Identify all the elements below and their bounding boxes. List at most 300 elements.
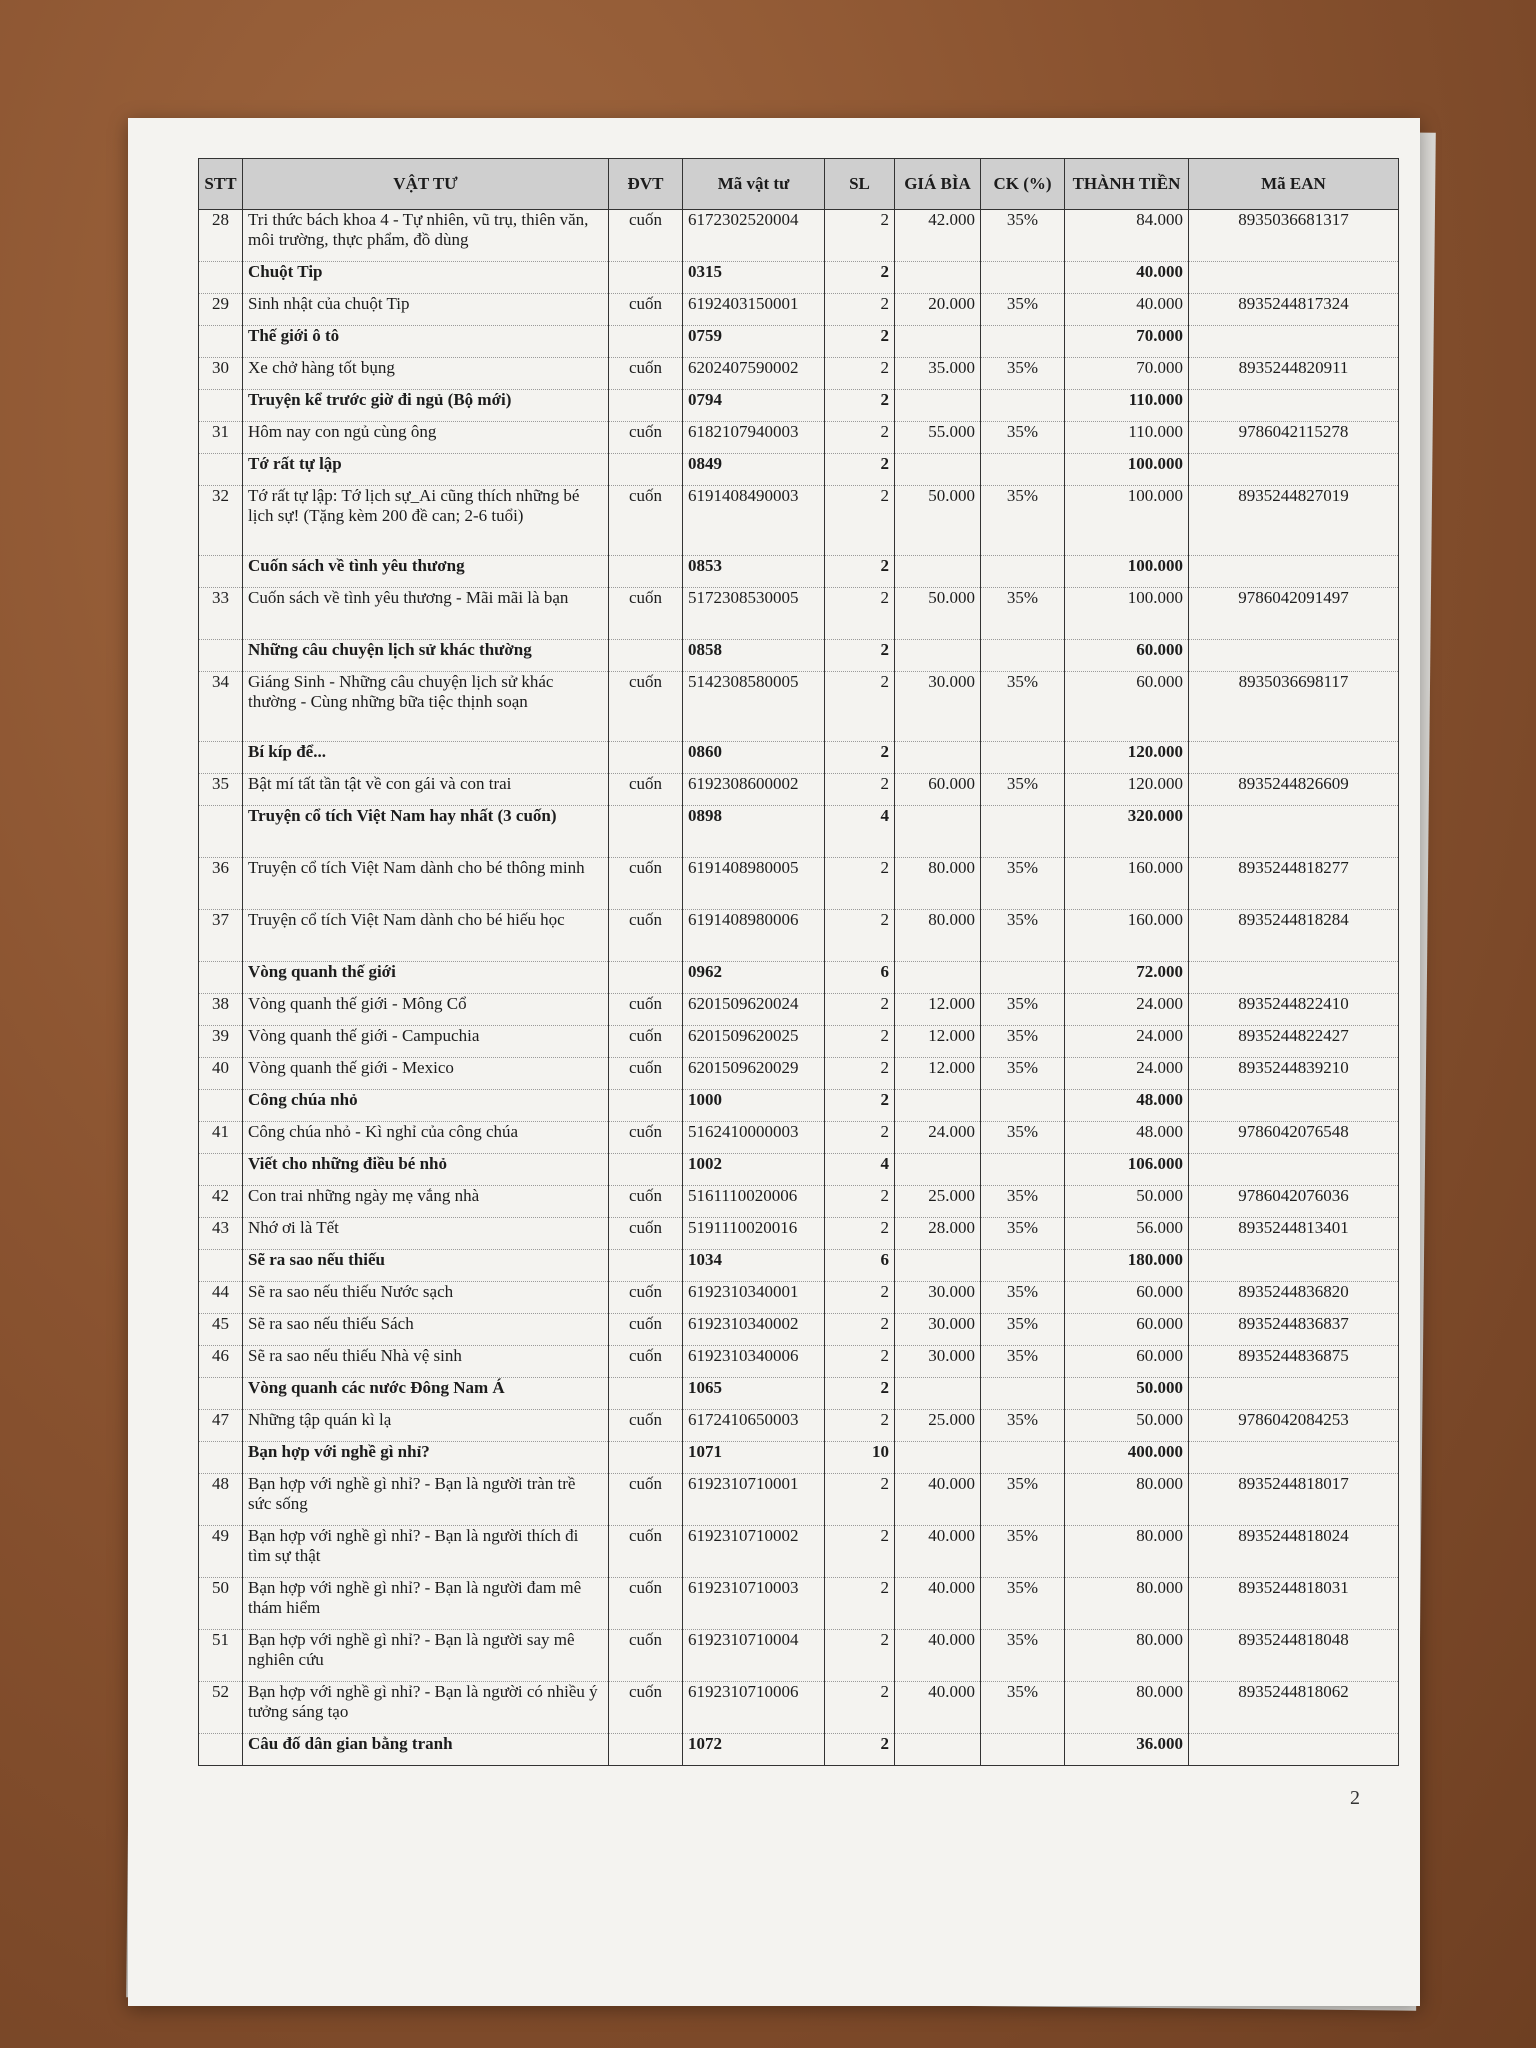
row-qty: 2: [825, 910, 895, 962]
row-unit: [609, 806, 683, 858]
group-row: [199, 1442, 1399, 1474]
row-ean: 9786042084253: [1189, 1410, 1399, 1442]
row-ean: 8935244818062: [1189, 1682, 1399, 1734]
group-row: [199, 1154, 1399, 1186]
row-ean: 8935244822410: [1189, 994, 1399, 1026]
row-stt: [199, 1090, 243, 1122]
row-price: 40.000: [895, 1630, 981, 1682]
row-price: 28.000: [895, 1218, 981, 1250]
row-discount: [981, 806, 1065, 858]
row-price: 25.000: [895, 1186, 981, 1218]
row-name: Bạn hợp với nghề gì nhỉ? - Bạn là người thích đi tìm sự thật: [243, 1526, 609, 1578]
row-discount: 35%: [981, 294, 1065, 326]
row-unit: [609, 1250, 683, 1282]
header-code: Mã vật tư: [683, 159, 825, 210]
row-unit: cuốn: [609, 1578, 683, 1630]
group-row: [199, 1250, 1399, 1282]
row-name: Truyện cổ tích Việt Nam dành cho bé thông minh: [243, 858, 609, 910]
row-ean: 8935244818017: [1189, 1474, 1399, 1526]
table-row: [199, 1026, 1399, 1058]
row-qty: 2: [825, 1526, 895, 1578]
row-total: 72.000: [1065, 962, 1189, 994]
row-ean: 8935244827019: [1189, 486, 1399, 556]
row-code: 1000: [683, 1090, 825, 1122]
row-qty: 2: [825, 1630, 895, 1682]
row-unit: cuốn: [609, 774, 683, 806]
row-ean: 8935244818024: [1189, 1526, 1399, 1578]
row-discount: 35%: [981, 1058, 1065, 1090]
row-discount: [981, 262, 1065, 294]
header-qty: SL: [825, 159, 895, 210]
row-qty: 2: [825, 1734, 895, 1766]
row-ean: 8935244818031: [1189, 1578, 1399, 1630]
row-ean: 8935244836837: [1189, 1314, 1399, 1346]
table-row: [199, 1314, 1399, 1346]
row-code: 0962: [683, 962, 825, 994]
row-total: 60.000: [1065, 640, 1189, 672]
row-unit: [609, 454, 683, 486]
row-ean: 9786042076036: [1189, 1186, 1399, 1218]
row-name: Tri thức bách khoa 4 - Tự nhiên, vũ trụ, thiên văn, môi trường, thực phẩm, đồ dùng: [243, 210, 609, 262]
row-name: Bí kíp để...: [243, 742, 609, 774]
row-stt: 50: [199, 1578, 243, 1630]
row-name: Truyện cổ tích Việt Nam hay nhất (3 cuốn): [243, 806, 609, 858]
row-stt: 45: [199, 1314, 243, 1346]
row-qty: 2: [825, 588, 895, 640]
row-unit: cuốn: [609, 1474, 683, 1526]
row-total: 100.000: [1065, 556, 1189, 588]
row-name: Xe chở hàng tốt bụng: [243, 358, 609, 390]
row-ean: [1189, 1378, 1399, 1410]
row-total: 80.000: [1065, 1682, 1189, 1734]
table-row: [199, 910, 1399, 962]
row-name: Hôm nay con ngủ cùng ông: [243, 422, 609, 454]
row-unit: [609, 326, 683, 358]
row-ean: [1189, 640, 1399, 672]
row-price: 30.000: [895, 1282, 981, 1314]
row-total: 40.000: [1065, 262, 1189, 294]
row-discount: [981, 1250, 1065, 1282]
table-row: [199, 1186, 1399, 1218]
row-discount: 35%: [981, 1630, 1065, 1682]
row-stt: [199, 640, 243, 672]
row-stt: [199, 806, 243, 858]
row-name: Công chúa nhỏ - Kì nghỉ của công chúa: [243, 1122, 609, 1154]
row-total: 100.000: [1065, 486, 1189, 556]
row-total: 70.000: [1065, 358, 1189, 390]
row-code: 0853: [683, 556, 825, 588]
row-unit: cuốn: [609, 672, 683, 742]
row-discount: 35%: [981, 1314, 1065, 1346]
row-code: 6191408980006: [683, 910, 825, 962]
header-stt: STT: [199, 159, 243, 210]
row-total: 120.000: [1065, 742, 1189, 774]
row-unit: [609, 1442, 683, 1474]
row-ean: 8935244836820: [1189, 1282, 1399, 1314]
row-stt: [199, 1734, 243, 1766]
row-discount: 35%: [981, 994, 1065, 1026]
row-total: 40.000: [1065, 294, 1189, 326]
table-row: [199, 294, 1399, 326]
group-row: [199, 640, 1399, 672]
row-total: 80.000: [1065, 1474, 1189, 1526]
row-total: 56.000: [1065, 1218, 1189, 1250]
row-price: [895, 326, 981, 358]
row-stt: 49: [199, 1526, 243, 1578]
row-stt: 44: [199, 1282, 243, 1314]
row-qty: 2: [825, 1346, 895, 1378]
row-unit: cuốn: [609, 858, 683, 910]
row-ean: 8935244813401: [1189, 1218, 1399, 1250]
row-unit: [609, 1090, 683, 1122]
row-price: 55.000: [895, 422, 981, 454]
row-total: 70.000: [1065, 326, 1189, 358]
row-name: Vòng quanh thế giới - Mexico: [243, 1058, 609, 1090]
row-ean: [1189, 806, 1399, 858]
row-price: 25.000: [895, 1410, 981, 1442]
table-row: [199, 1578, 1399, 1630]
row-qty: 6: [825, 962, 895, 994]
row-name: Những tập quán kì lạ: [243, 1410, 609, 1442]
row-code: 6192310710006: [683, 1682, 825, 1734]
row-name: Bạn hợp với nghề gì nhỉ? - Bạn là người có nhiều ý tưởng sáng tạo: [243, 1682, 609, 1734]
row-discount: [981, 326, 1065, 358]
row-total: 80.000: [1065, 1578, 1189, 1630]
table-row: [199, 1346, 1399, 1378]
row-unit: [609, 1734, 683, 1766]
row-total: 60.000: [1065, 1346, 1189, 1378]
row-stt: 42: [199, 1186, 243, 1218]
row-stt: 32: [199, 486, 243, 556]
row-name: Giáng Sinh - Những câu chuyện lịch sử khác thường - Cùng những bữa tiệc thịnh soạn: [243, 672, 609, 742]
row-price: [895, 1442, 981, 1474]
row-unit: [609, 1378, 683, 1410]
row-qty: 2: [825, 556, 895, 588]
row-discount: 35%: [981, 588, 1065, 640]
row-name: Sẽ ra sao nếu thiếu Sách: [243, 1314, 609, 1346]
row-discount: 35%: [981, 1026, 1065, 1058]
row-code: 0315: [683, 262, 825, 294]
row-price: [895, 390, 981, 422]
row-total: 110.000: [1065, 422, 1189, 454]
row-price: 30.000: [895, 672, 981, 742]
row-price: 80.000: [895, 910, 981, 962]
row-code: 1072: [683, 1734, 825, 1766]
row-discount: 35%: [981, 422, 1065, 454]
row-stt: 33: [199, 588, 243, 640]
row-name: Vòng quanh thế giới - Campuchia: [243, 1026, 609, 1058]
row-unit: [609, 390, 683, 422]
row-price: [895, 962, 981, 994]
row-total: 60.000: [1065, 1282, 1189, 1314]
row-total: 160.000: [1065, 910, 1189, 962]
row-total: 24.000: [1065, 1058, 1189, 1090]
row-qty: 2: [825, 1026, 895, 1058]
header-price: GIÁ BÌA: [895, 159, 981, 210]
row-total: 84.000: [1065, 210, 1189, 262]
table-row: [199, 486, 1399, 556]
row-ean: 8935244839210: [1189, 1058, 1399, 1090]
row-qty: 2: [825, 422, 895, 454]
row-stt: 35: [199, 774, 243, 806]
row-price: 40.000: [895, 1526, 981, 1578]
header-unit: ĐVT: [609, 159, 683, 210]
row-qty: 2: [825, 358, 895, 390]
row-ean: 8935244818048: [1189, 1630, 1399, 1682]
table-row: [199, 672, 1399, 742]
row-total: 50.000: [1065, 1378, 1189, 1410]
row-stt: 39: [199, 1026, 243, 1058]
row-name: Vòng quanh thế giới: [243, 962, 609, 994]
row-price: [895, 1378, 981, 1410]
row-name: Sẽ ra sao nếu thiếu: [243, 1250, 609, 1282]
row-code: 6192310340006: [683, 1346, 825, 1378]
row-price: [895, 1250, 981, 1282]
row-discount: [981, 1090, 1065, 1122]
row-name: Cuốn sách về tình yêu thương - Mãi mãi là bạn: [243, 588, 609, 640]
row-discount: 35%: [981, 1186, 1065, 1218]
row-discount: 35%: [981, 1122, 1065, 1154]
row-unit: cuốn: [609, 1630, 683, 1682]
row-name: Những câu chuyện lịch sử khác thường: [243, 640, 609, 672]
document-page: [128, 118, 1420, 2006]
row-qty: 2: [825, 1090, 895, 1122]
row-total: 50.000: [1065, 1186, 1189, 1218]
row-discount: 35%: [981, 1410, 1065, 1442]
row-stt: [199, 1442, 243, 1474]
row-qty: 6: [825, 1250, 895, 1282]
row-code: 6192310710004: [683, 1630, 825, 1682]
row-total: 80.000: [1065, 1630, 1189, 1682]
row-stt: 52: [199, 1682, 243, 1734]
page-number: 2: [1350, 1787, 1360, 1809]
group-row: [199, 262, 1399, 294]
row-stt: 31: [199, 422, 243, 454]
row-code: 6182107940003: [683, 422, 825, 454]
row-discount: [981, 556, 1065, 588]
row-qty: 2: [825, 1410, 895, 1442]
row-unit: cuốn: [609, 210, 683, 262]
row-stt: [199, 1250, 243, 1282]
row-price: [895, 454, 981, 486]
row-code: 6192308600002: [683, 774, 825, 806]
row-unit: cuốn: [609, 1314, 683, 1346]
row-unit: [609, 556, 683, 588]
row-discount: 35%: [981, 774, 1065, 806]
row-code: 0860: [683, 742, 825, 774]
row-unit: cuốn: [609, 1122, 683, 1154]
group-row: [199, 806, 1399, 858]
row-code: 1065: [683, 1378, 825, 1410]
row-name: Tớ rất tự lập: [243, 454, 609, 486]
group-row: [199, 326, 1399, 358]
row-price: 42.000: [895, 210, 981, 262]
row-price: 30.000: [895, 1346, 981, 1378]
row-ean: [1189, 326, 1399, 358]
row-name: Sẽ ra sao nếu thiếu Nước sạch: [243, 1282, 609, 1314]
row-price: [895, 806, 981, 858]
row-code: 6192310710002: [683, 1526, 825, 1578]
row-code: 6202407590002: [683, 358, 825, 390]
row-ean: [1189, 962, 1399, 994]
row-stt: [199, 262, 243, 294]
row-code: 0794: [683, 390, 825, 422]
row-qty: 2: [825, 1122, 895, 1154]
row-qty: 2: [825, 1186, 895, 1218]
row-total: 24.000: [1065, 994, 1189, 1026]
row-discount: [981, 1734, 1065, 1766]
row-discount: [981, 390, 1065, 422]
header-name: VẬT TƯ: [243, 159, 609, 210]
row-unit: cuốn: [609, 422, 683, 454]
row-qty: 2: [825, 1682, 895, 1734]
row-unit: cuốn: [609, 1026, 683, 1058]
row-ean: 8935036681317: [1189, 210, 1399, 262]
row-unit: [609, 742, 683, 774]
row-price: 12.000: [895, 1026, 981, 1058]
row-unit: cuốn: [609, 1282, 683, 1314]
row-price: [895, 556, 981, 588]
row-ean: [1189, 262, 1399, 294]
row-total: 160.000: [1065, 858, 1189, 910]
row-qty: 2: [825, 1378, 895, 1410]
row-total: 400.000: [1065, 1442, 1189, 1474]
row-ean: 9786042115278: [1189, 422, 1399, 454]
row-ean: [1189, 742, 1399, 774]
row-code: 6192310340002: [683, 1314, 825, 1346]
row-price: 40.000: [895, 1682, 981, 1734]
row-total: 100.000: [1065, 588, 1189, 640]
table-row: [199, 358, 1399, 390]
row-name: Bạn hợp với nghề gì nhỉ? - Bạn là người đam mê thám hiểm: [243, 1578, 609, 1630]
row-qty: 2: [825, 672, 895, 742]
row-code: 1002: [683, 1154, 825, 1186]
row-stt: 30: [199, 358, 243, 390]
row-qty: 2: [825, 1314, 895, 1346]
row-ean: [1189, 1154, 1399, 1186]
row-discount: 35%: [981, 1682, 1065, 1734]
row-price: [895, 262, 981, 294]
row-qty: 2: [825, 454, 895, 486]
row-total: 60.000: [1065, 1314, 1189, 1346]
row-ean: 9786042076548: [1189, 1122, 1399, 1154]
row-price: [895, 742, 981, 774]
group-row: [199, 962, 1399, 994]
row-stt: 41: [199, 1122, 243, 1154]
row-discount: 35%: [981, 486, 1065, 556]
row-total: 180.000: [1065, 1250, 1189, 1282]
row-unit: cuốn: [609, 994, 683, 1026]
row-stt: [199, 390, 243, 422]
row-qty: 2: [825, 742, 895, 774]
row-name: Bạn hợp với nghề gì nhỉ?: [243, 1442, 609, 1474]
row-ean: 8935244818284: [1189, 910, 1399, 962]
table-row: [199, 1682, 1399, 1734]
row-qty: 2: [825, 640, 895, 672]
row-qty: 4: [825, 806, 895, 858]
row-discount: [981, 1154, 1065, 1186]
row-price: 30.000: [895, 1314, 981, 1346]
row-unit: cuốn: [609, 588, 683, 640]
row-price: 80.000: [895, 858, 981, 910]
table-row: [199, 774, 1399, 806]
row-code: 6191408490003: [683, 486, 825, 556]
row-total: 120.000: [1065, 774, 1189, 806]
row-ean: 8935244818277: [1189, 858, 1399, 910]
row-total: 36.000: [1065, 1734, 1189, 1766]
row-qty: 2: [825, 326, 895, 358]
row-discount: 35%: [981, 858, 1065, 910]
row-code: 6192310710001: [683, 1474, 825, 1526]
row-code: 0898: [683, 806, 825, 858]
row-qty: 2: [825, 858, 895, 910]
row-price: 12.000: [895, 1058, 981, 1090]
row-stt: [199, 1154, 243, 1186]
row-name: Công chúa nhỏ: [243, 1090, 609, 1122]
row-name: Truyện cổ tích Việt Nam dành cho bé hiếu học: [243, 910, 609, 962]
row-discount: [981, 454, 1065, 486]
row-total: 50.000: [1065, 1410, 1189, 1442]
row-discount: [981, 640, 1065, 672]
row-total: 60.000: [1065, 672, 1189, 742]
row-ean: [1189, 454, 1399, 486]
header-discount: CK (%): [981, 159, 1065, 210]
row-name: Con trai những ngày mẹ vắng nhà: [243, 1186, 609, 1218]
table-row: [199, 210, 1399, 262]
row-price: 40.000: [895, 1474, 981, 1526]
row-name: Câu đố dân gian bằng tranh: [243, 1734, 609, 1766]
row-name: Bạn hợp với nghề gì nhỉ? - Bạn là người say mê nghiên cứu: [243, 1630, 609, 1682]
row-discount: 35%: [981, 1218, 1065, 1250]
row-discount: 35%: [981, 1282, 1065, 1314]
group-row: [199, 454, 1399, 486]
row-qty: 2: [825, 1474, 895, 1526]
row-code: 6192403150001: [683, 294, 825, 326]
row-total: 24.000: [1065, 1026, 1189, 1058]
row-total: 48.000: [1065, 1122, 1189, 1154]
row-qty: 4: [825, 1154, 895, 1186]
row-qty: 2: [825, 774, 895, 806]
table-header-row: [199, 159, 1399, 210]
row-unit: cuốn: [609, 486, 683, 556]
row-price: 35.000: [895, 358, 981, 390]
row-stt: [199, 962, 243, 994]
row-discount: [981, 1378, 1065, 1410]
row-name: Sẽ ra sao nếu thiếu Nhà vệ sinh: [243, 1346, 609, 1378]
row-ean: [1189, 1090, 1399, 1122]
row-name: Thế giới ô tô: [243, 326, 609, 358]
row-ean: 9786042091497: [1189, 588, 1399, 640]
row-price: 12.000: [895, 994, 981, 1026]
row-total: 80.000: [1065, 1526, 1189, 1578]
row-ean: 8935036698117: [1189, 672, 1399, 742]
table-row: [199, 858, 1399, 910]
row-qty: 2: [825, 1282, 895, 1314]
row-code: 5142308580005: [683, 672, 825, 742]
row-total: 110.000: [1065, 390, 1189, 422]
table-row: [199, 994, 1399, 1026]
row-code: 5172308530005: [683, 588, 825, 640]
row-code: 5162410000003: [683, 1122, 825, 1154]
row-unit: cuốn: [609, 1058, 683, 1090]
row-stt: 38: [199, 994, 243, 1026]
row-qty: 2: [825, 994, 895, 1026]
row-qty: 2: [825, 294, 895, 326]
row-discount: 35%: [981, 358, 1065, 390]
row-unit: cuốn: [609, 358, 683, 390]
row-discount: 35%: [981, 910, 1065, 962]
row-stt: 37: [199, 910, 243, 962]
